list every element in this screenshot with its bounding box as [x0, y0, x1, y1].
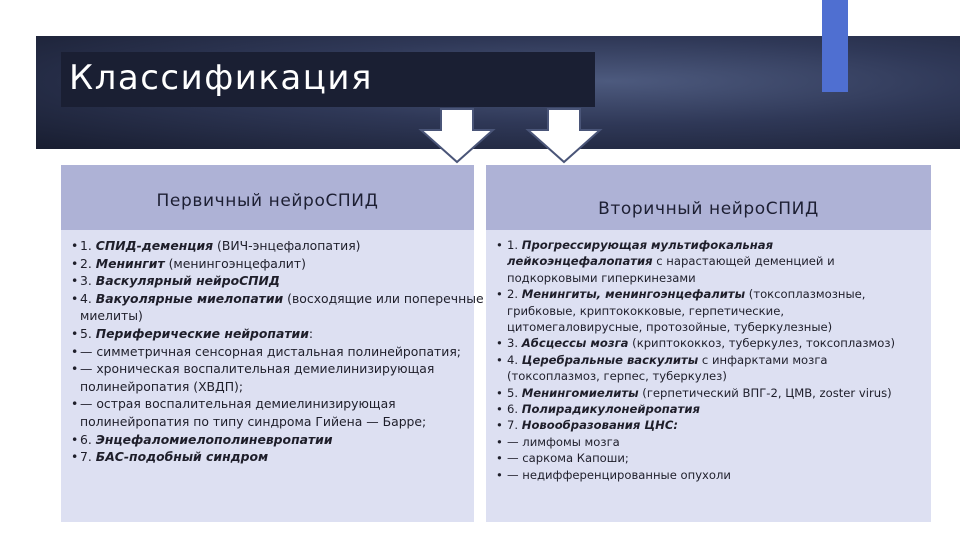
item-term: БАС-подобный синдром — [95, 449, 269, 465]
bullet-icon: • — [496, 385, 503, 400]
bullet-icon: • — [496, 451, 503, 466]
item-number: 4. — [507, 352, 522, 367]
item-detail: с инфарктами мозга (токсоплазмоз, герпес, туберкулез) — [507, 352, 828, 384]
primary-list — [71, 237, 501, 466]
accent-bar — [822, 0, 848, 92]
item-term: Церебральные васкулиты — [521, 352, 699, 367]
item-detail: (менингоэнцефалит) — [164, 255, 306, 271]
left-list-item — [71, 290, 501, 325]
arrow-down-left-icon — [417, 108, 497, 164]
secondary-column — [486, 165, 931, 522]
right-list-item — [496, 401, 911, 417]
bullet-icon: • — [71, 325, 79, 341]
item-term: Менингомиелиты — [521, 385, 639, 400]
left-list-item — [71, 448, 501, 466]
item-detail: с нарастающей деменцией и подкорковыми гиперкинезами — [507, 254, 835, 285]
item-number: 7. — [80, 449, 96, 465]
bullet-icon: • — [71, 431, 79, 447]
item-detail: (герпетический ВПГ-2, ЦМВ, zoster virus) — [638, 385, 892, 400]
left-list-item — [71, 395, 501, 430]
item-detail: : — [308, 325, 314, 341]
item-term: Прогрессирующая мультифокальная лейкоэнцефалопатия — [507, 238, 774, 269]
bullet-icon: • — [71, 238, 79, 253]
item-term: Менингит — [95, 255, 165, 271]
item-number: 5. — [507, 385, 522, 400]
arrow-down-right-icon — [524, 108, 604, 164]
slide-title: Классификация — [69, 58, 373, 98]
item-detail: (токсоплазмозные, грибковые, криптококковые, герпетические, цитомегаловирусные, протозойные, туберкулезные) — [507, 287, 866, 335]
right-list-item — [496, 385, 911, 401]
item-detail: — недифференцированные опухоли — [507, 467, 731, 482]
left-list-item — [71, 343, 501, 361]
item-number: 1. — [507, 238, 522, 252]
left-list-item — [71, 237, 501, 255]
item-number: 2. — [507, 287, 522, 302]
bullet-icon: • — [496, 238, 503, 252]
item-number: 4. — [80, 290, 96, 306]
bullet-icon: • — [71, 290, 79, 306]
right-list-item — [496, 434, 911, 450]
item-number: 6. — [507, 402, 522, 417]
left-list-item — [71, 431, 501, 449]
bullet-icon: • — [496, 418, 503, 433]
bullet-icon: • — [496, 336, 503, 351]
item-term: СПИД-деменция — [95, 238, 214, 253]
item-term: Васкулярный нейроСПИД — [95, 273, 280, 289]
bullet-icon: • — [496, 434, 503, 449]
item-detail: (восходящие или поперечные миелиты) — [80, 290, 484, 324]
secondary-heading: Вторичный нейроСПИД — [598, 199, 819, 219]
primary-heading: Первичный нейроСПИД — [156, 191, 379, 211]
item-term: Вакуолярные миелопатии — [95, 290, 284, 306]
right-list-item — [496, 450, 911, 466]
right-list-item — [496, 335, 911, 351]
bullet-icon: • — [496, 352, 503, 367]
secondary-list — [496, 237, 911, 483]
secondary-header — [486, 165, 931, 230]
bullet-icon: • — [71, 255, 79, 271]
left-list-item — [71, 255, 501, 273]
item-number: 1. — [80, 238, 96, 253]
item-detail: — симметричная сенсорная дистальная полинейропатия; — [80, 343, 461, 359]
item-term: Новообразования ЦНС: — [521, 418, 678, 433]
item-term: Абсцессы мозга — [521, 336, 629, 351]
bullet-icon: • — [71, 273, 79, 289]
bullet-icon: • — [496, 287, 503, 302]
primary-header — [61, 165, 474, 230]
item-term: Энцефаломиелополиневропатии — [95, 431, 333, 447]
bullet-icon: • — [496, 402, 503, 417]
item-number: 7. — [507, 418, 522, 433]
item-detail: — лимфомы мозга — [507, 434, 620, 449]
bullet-icon: • — [496, 467, 503, 482]
item-number: 6. — [80, 431, 96, 447]
left-list-item — [71, 360, 501, 395]
left-list-item — [71, 272, 501, 290]
primary-column — [61, 165, 484, 522]
item-number: 3. — [80, 273, 96, 289]
right-list-item — [496, 286, 911, 335]
left-list-item — [71, 325, 501, 343]
bullet-icon: • — [71, 343, 79, 359]
item-detail: — саркома Капоши; — [507, 451, 629, 466]
item-detail: (криптококкоз, туберкулез, токсоплазмоз) — [628, 336, 896, 351]
item-term: Периферические нейропатии — [95, 325, 309, 341]
right-list-item — [496, 417, 911, 433]
bullet-icon: • — [71, 449, 79, 465]
item-detail: — острая воспалительная демиелинизирующая полинейропатия по типу синдрома Гийена — Барре; — [80, 396, 427, 429]
item-number: 3. — [507, 336, 522, 351]
right-list-item — [496, 467, 911, 483]
item-term: Менингиты, менингоэнцефалиты — [521, 287, 746, 302]
item-term: Полирадикулонейропатия — [521, 402, 700, 417]
bullet-icon: • — [71, 361, 79, 377]
item-number: 5. — [80, 325, 96, 341]
item-number: 2. — [80, 255, 96, 271]
right-list-item — [496, 352, 911, 385]
item-detail: — хроническая воспалительная демиелинизирующая полинейропатия (ХВДП); — [80, 361, 435, 394]
right-list-item — [496, 237, 911, 286]
bullet-icon: • — [71, 396, 79, 412]
item-detail: (ВИЧ-энцефалопатия) — [213, 238, 361, 253]
